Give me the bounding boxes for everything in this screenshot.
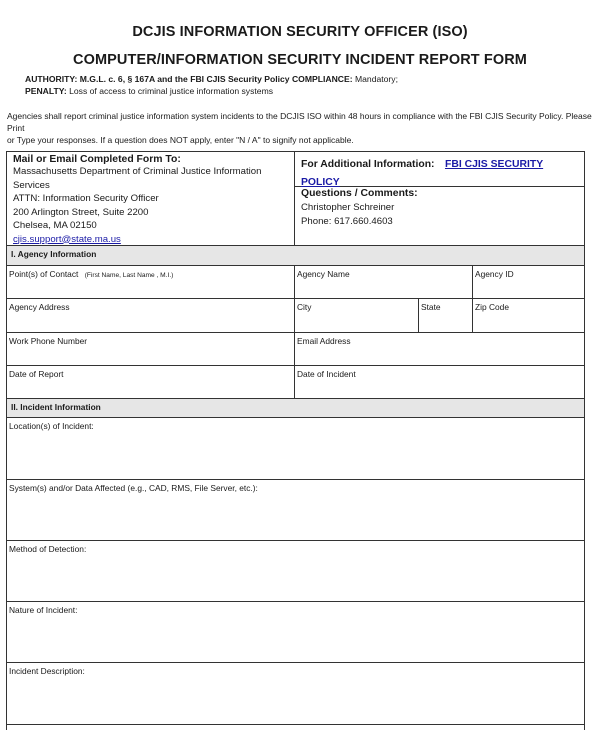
detection-method-label: Method of Detection: <box>9 544 87 554</box>
instructions <box>7 110 597 146</box>
mail-address-line-2: ATTN: Information Security Officer <box>13 193 159 204</box>
form-title-primary: DCJIS INFORMATION SECURITY OFFICER (ISO) <box>132 24 468 40</box>
agency-name-field[interactable] <box>295 266 473 299</box>
city-field[interactable] <box>295 299 419 333</box>
incident-report-form <box>6 151 585 730</box>
support-email-link[interactable]: cjis.support@state.ma.us <box>13 233 121 245</box>
agency-id-field[interactable] <box>473 266 584 299</box>
agency-id-label: Agency ID <box>475 269 514 279</box>
date-of-incident-field[interactable] <box>295 366 584 399</box>
compliance-label: COMPLIANCE: <box>291 74 353 84</box>
instructions-line-2: or Type your responses. If a question does NOT apply, enter "N / A" to signify not applicable. <box>7 135 354 145</box>
authority-line <box>25 74 398 84</box>
work-phone-label: Work Phone Number <box>9 336 88 346</box>
incident-locations-label: Location(s) of Incident: <box>9 421 94 431</box>
point-of-contact-hint: (First Name, Last Name , M.I.) <box>84 272 174 279</box>
additional-info-box <box>295 152 584 187</box>
agency-address-label: Agency Address <box>9 302 70 312</box>
state-label: State <box>421 302 441 312</box>
mail-address-line-4: Chelsea, MA 02150 <box>13 220 97 231</box>
systems-affected-field[interactable] <box>7 480 584 541</box>
section-agency-information: I. Agency Information <box>7 246 584 266</box>
incident-description-field[interactable] <box>7 663 584 725</box>
date-of-report-field[interactable] <box>7 366 295 399</box>
penalty-value: Loss of access to criminal justice information systems <box>69 86 274 96</box>
date-of-incident-label: Date of Incident <box>297 369 356 379</box>
mail-to-heading: Mail or Email Completed Form To: <box>13 154 181 165</box>
incident-description-label: Incident Description: <box>9 666 85 676</box>
questions-heading: Questions / Comments: <box>301 188 418 199</box>
mail-address-line-1: Massachusetts Department of Criminal Justice Information Services <box>13 166 262 191</box>
penalty-line <box>25 86 273 96</box>
city-label: City <box>297 302 312 312</box>
policy-link[interactable]: FBI CJIS SECURITY POLICY <box>301 159 544 188</box>
work-phone-field[interactable] <box>7 333 295 366</box>
incident-nature-field[interactable] <box>7 602 584 663</box>
contact-name: Christopher Schreiner <box>301 202 395 213</box>
email-address-label: Email Address <box>297 336 351 346</box>
penalty-label: PENALTY: <box>25 86 67 96</box>
email-address-field[interactable] <box>295 333 584 366</box>
agency-name-label: Agency Name <box>297 269 350 279</box>
incident-nature-label: Nature of Incident: <box>9 605 78 615</box>
zip-code-label: Zip Code <box>475 302 509 312</box>
point-of-contact-label: Point(s) of Contact <box>9 269 79 279</box>
compliance-value: Mandatory; <box>354 74 398 84</box>
authority-label: AUTHORITY: M.G.L. c. 6, § 167A and the FBI CJIS Security Policy <box>25 74 290 84</box>
date-of-report-label: Date of Report <box>9 369 64 379</box>
zip-code-field[interactable] <box>473 299 584 333</box>
form-title-secondary: COMPUTER/INFORMATION SECURITY INCIDENT REPORT FORM <box>73 52 527 68</box>
detection-method-field[interactable] <box>7 541 584 602</box>
agency-address-field[interactable] <box>7 299 295 333</box>
questions-box <box>295 187 584 246</box>
additional-info-heading: For Additional Information: <box>301 159 435 170</box>
incident-locations-field[interactable] <box>7 418 584 480</box>
mail-to-box <box>7 152 295 246</box>
point-of-contact-field[interactable] <box>7 266 295 299</box>
mail-address-line-3: 200 Arlington Street, Suite 2200 <box>13 206 149 218</box>
section-incident-information: II. Incident Information <box>7 399 584 418</box>
instructions-line-1: Agencies shall report criminal justice information system incidents to the DCJIS ISO within 48 hours in compliance with the FBI CJIS Security Policy. Please Print <box>7 111 592 133</box>
state-field[interactable] <box>419 299 473 333</box>
contact-phone: Phone: 617.660.4603 <box>301 215 393 227</box>
systems-affected-label: System(s) and/or Data Affected (e.g., CAD, RMS, File Server, etc.): <box>9 483 258 493</box>
